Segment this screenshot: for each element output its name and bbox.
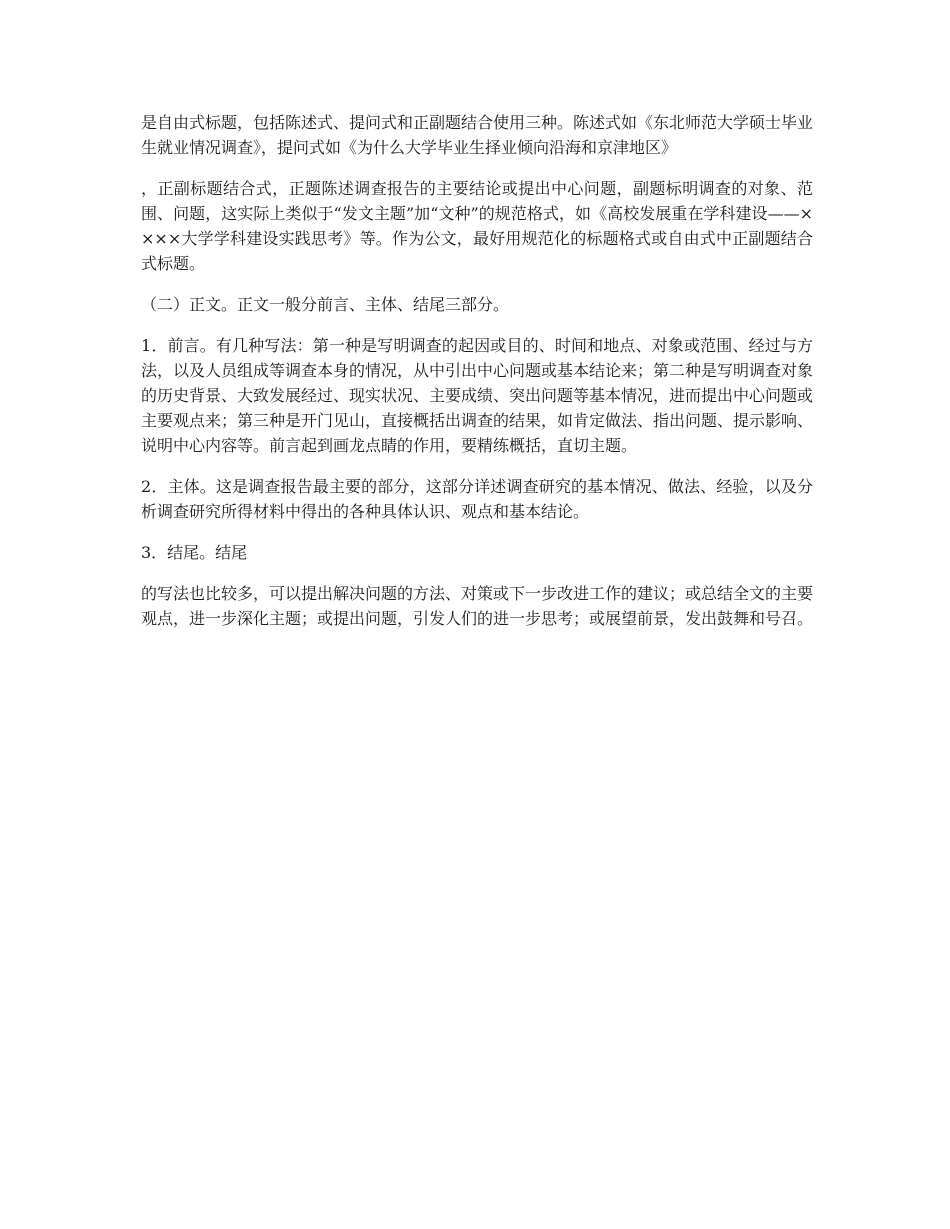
- paragraph-subtitle-format: ，正副标题结合式，正题陈述调查报告的主要结论或提出中心问题，副题标明调查的对象、范围、问题，这实际上类似于“发文主题”加“文种”的规范格式，如《高校发展重在学科建设——××××大学学科建设实践思考》等。作为公文，最好用规范化的标题格式或自由式中正副题结合式标题。: [141, 179, 813, 273]
- paragraph-main-body: 2．主体。这是调查报告最主要的部分，这部分详述调查研究的基本情况、做法、经验，以及分析调查研究所得材料中得出的各种具体认识、观点和基本结论。: [141, 477, 813, 521]
- paragraph-ending-heading: 3．结尾。结尾: [141, 543, 248, 562]
- paragraph-title-types: 是自由式标题，包括陈述式、提问式和正副题结合使用三种。陈述式如《东北师范大学硕士毕业生就业情况调查》，提问式如《为什么大学毕业生择业倾向沿海和京津地区》: [141, 113, 814, 157]
- document-body: [141, 110, 813, 647]
- paragraph-preface: 1．前言。有几种写法：第一种是写明调查的起因或目的、时间和地点、对象或范围、经过与方法，以及人员组成等调查本身的情况，从中引出中心问题或基本结论来；第二种是写明调查对象的历史背景、大致发展经过、现实状况、主要成绩、突出问题等基本情况，进而提出中心问题或主要观点来；第三种是开门见山，直接概括出调查的结果，如肯定做法、指出问题、提示影响、说明中心内容等。前言起到画龙点睛的作用，要精练概括，直切主题。: [141, 336, 814, 455]
- paragraph-body-heading: （二）正文。正文一般分前言、主体、结尾三部分。: [141, 295, 510, 314]
- paragraph-ending: 的写法也比较多，可以提出解决问题的方法、对策或下一步改进工作的建议；或总结全文的主要观点，进一步深化主题；或提出问题，引发人们的进一步思考；或展望前景，发出鼓舞和号召。: [141, 584, 814, 628]
